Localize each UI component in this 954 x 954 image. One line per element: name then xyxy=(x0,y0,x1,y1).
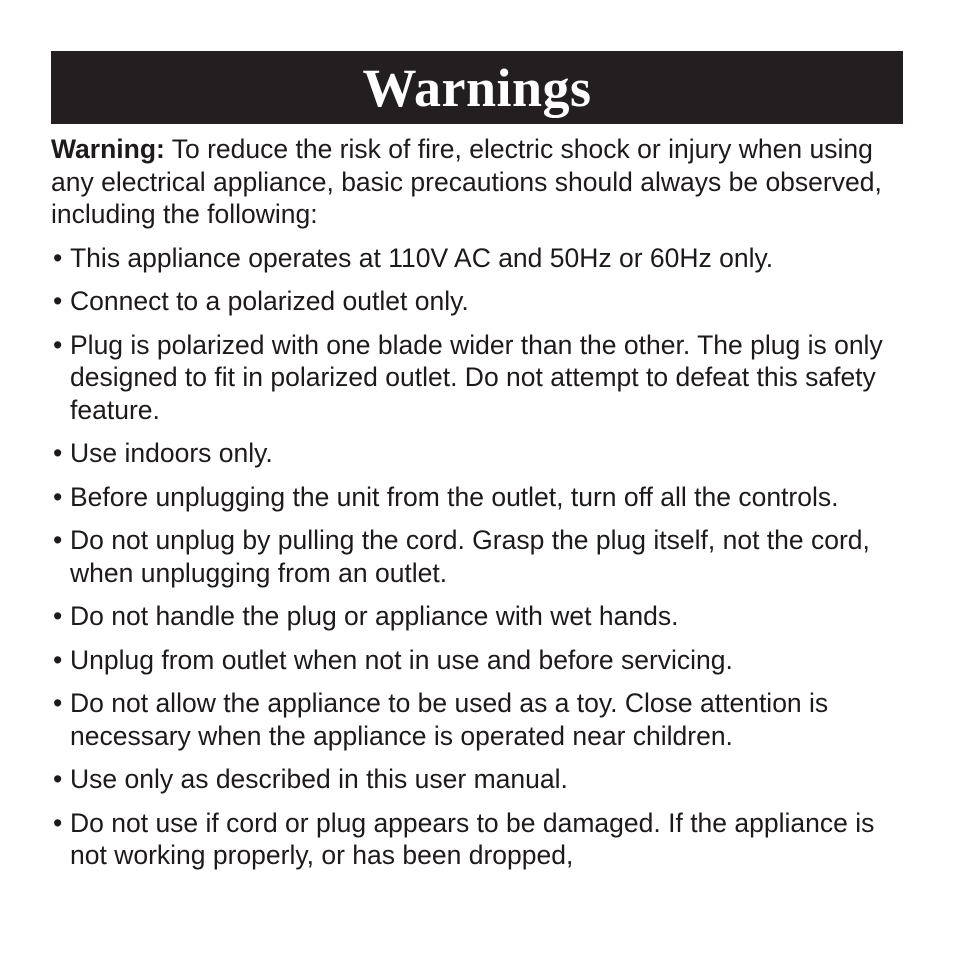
list-item-text: Unplug from outlet when not in use and before servicing. xyxy=(70,644,733,675)
list-item-text: Do not use if cord or plug appears to be damaged. If the appliance is not working properly, or has been dropped, xyxy=(70,807,875,870)
list-item-text: Do not allow the appliance to be used as a toy. Close attention is necessary when the appliance is operated near children. xyxy=(70,688,829,751)
list-item-text: Use only as described in this user manual. xyxy=(70,764,568,794)
bullet-icon: • xyxy=(53,329,63,360)
list-item-text: Before unplugging the unit from the outlet, turn off all the controls. xyxy=(70,481,839,512)
title-banner xyxy=(51,51,903,124)
list-item xyxy=(51,687,903,752)
bullet-icon: • xyxy=(53,688,63,718)
list-item xyxy=(51,329,903,427)
list-item xyxy=(51,285,903,318)
warnings-page xyxy=(51,51,903,883)
bullet-icon: • xyxy=(53,644,63,675)
warning-intro xyxy=(51,133,903,231)
list-item xyxy=(51,763,903,796)
bullet-icon: • xyxy=(53,438,63,468)
page-title: Warnings xyxy=(362,57,592,118)
bullet-icon: • xyxy=(53,242,63,273)
list-item xyxy=(51,807,903,872)
bullet-icon: • xyxy=(53,807,63,838)
warning-lead: Warning: xyxy=(51,134,165,164)
list-item-text: Do not unplug by pulling the cord. Grasp the plug itself, not the cord, when unplugging from an outlet. xyxy=(70,525,870,588)
list-item xyxy=(51,600,903,633)
list-item-text: Plug is polarized with one blade wider than the other. The plug is only designed to fit in polarized outlet. Do not attempt to defeat this safety feature. xyxy=(70,329,883,425)
list-item-text: Do not handle the plug or appliance with wet hands. xyxy=(70,601,679,631)
list-item xyxy=(51,437,903,470)
list-item xyxy=(51,481,903,514)
bullet-icon: • xyxy=(53,601,63,631)
list-item-text: This appliance operates at 110V AC and 50Hz or 60Hz only. xyxy=(70,242,774,273)
list-item xyxy=(51,644,903,677)
list-item xyxy=(51,242,903,275)
bullet-icon: • xyxy=(53,525,63,555)
list-item-text: Use indoors only. xyxy=(70,438,273,468)
list-item xyxy=(51,524,903,589)
warning-list xyxy=(51,242,903,872)
warning-intro-text: To reduce the risk of fire, electric shock or injury when using any electrical appliance, basic precautions should always be observed, including the following: xyxy=(51,134,882,229)
bullet-icon: • xyxy=(53,764,63,794)
bullet-icon: • xyxy=(53,481,63,512)
bullet-icon: • xyxy=(53,286,63,316)
list-item-text: Connect to a polarized outlet only. xyxy=(70,286,469,316)
